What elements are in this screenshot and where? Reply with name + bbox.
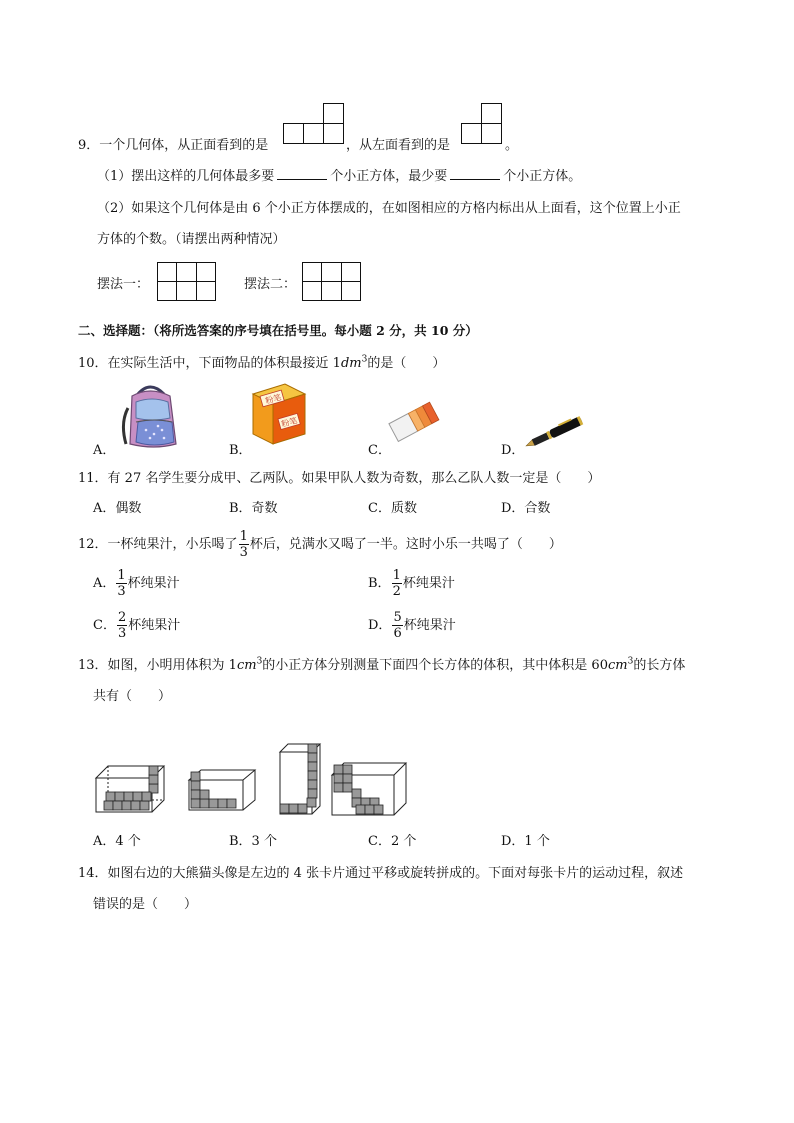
q11-line (78, 467, 600, 486)
q12-text-b: 杯后，兑满水又喝了一半。这时小乐一共喝了（ ） (249, 537, 562, 552)
q9-method2-grid[interactable] (302, 262, 362, 302)
q9-method2-label: 摆法二： (244, 277, 297, 292)
chalk-label-top: 粉笔 (264, 392, 283, 406)
eraser-image[interactable] (386, 400, 442, 448)
q10-unit: dm (340, 356, 362, 371)
q9-sub1 (97, 165, 581, 184)
q13-cuboid-figure-3 (278, 742, 322, 816)
answer-blank-min[interactable] (450, 167, 500, 180)
q10-number: 10． (78, 356, 108, 371)
q12-text-a: 一杯纯果汁，小乐喝了 (107, 537, 238, 552)
q11-number: 11． (78, 471, 108, 486)
q9-method1-grid[interactable] (157, 262, 217, 302)
q12-option-c[interactable]: C． $\frac{2}{3}$ 杯纯果汁 (93, 610, 181, 641)
q13-option-c[interactable]: C．2 个 (368, 834, 417, 849)
q14-number: 14． (78, 866, 108, 881)
q9-text-b: ，从左面看到的是 (346, 138, 451, 153)
chalk-label-front: 粉笔 (280, 415, 299, 429)
backpack-image[interactable] (114, 378, 186, 450)
q10-option-c[interactable]: C． (368, 443, 391, 458)
q9-number: 9． (78, 138, 100, 153)
q10-option-a[interactable]: A． (93, 443, 116, 458)
q13-line1: 13．如图，小明用体积为 $1cm^3$的小正方体分别测量下面四个长方体的体积，其中体积是 $60cm^3$的长方体 (78, 656, 686, 673)
section2-title: 二、选择题：（将所选答案的序号填在括号里。每小题 2 分，共 10 分） (78, 323, 478, 338)
q13-cuboid-figure-1 (94, 762, 166, 814)
q9-line (78, 134, 268, 153)
q13-cuboid-figure-2 (187, 766, 257, 812)
pen-image[interactable] (521, 414, 591, 450)
q12-number: 12． (78, 537, 108, 552)
q13-line2: 共有（ ） (93, 689, 172, 704)
q14-line2: 错误的是（ ） (93, 897, 198, 912)
q10-text-a: 在实际生活中，下面物品的体积最接近 1 (107, 356, 341, 371)
q10-option-b[interactable]: B． (229, 443, 252, 458)
q9-sub1-b: 个小正方体，最少要 (330, 169, 448, 184)
q9-text-a: 一个几何体，从正面看到的是 (99, 138, 269, 153)
q10-exp: 3 (361, 354, 368, 365)
q9-front-view-figure (283, 103, 345, 145)
q9-sub2-line1: （2）如果这个几何体是由 6 个小正方体摆成的，在如图相应的方格内标出从上面看，这个位置上小正 (97, 201, 681, 216)
q13-option-a[interactable]: A．4 个 (93, 834, 141, 849)
q10-line (78, 352, 445, 371)
q14-line1: 14．如图右边的大熊猫头像是左边的 4 张卡片通过平移或旋转拼成的。下面对每张卡片的运动过程，叙述 (78, 866, 684, 881)
q12-option-a[interactable]: A． $\frac{1}{3}$ 杯纯果汁 (93, 568, 180, 599)
q11-text: 有 27 名学生要分成甲、乙两队。如果甲队人数为奇数，那么乙队人数一定是（ ） (107, 471, 601, 486)
chalk-box-image[interactable] (249, 380, 309, 448)
q13-option-d[interactable]: D．1 个 (501, 834, 550, 849)
q9-sub2-line2: 方体的个数。（请摆出两种情况） (97, 232, 286, 247)
q11-option-a[interactable]: A．偶数 (93, 501, 142, 516)
answer-blank-max[interactable] (277, 167, 327, 180)
q9-left-view-figure (461, 103, 503, 145)
q9-text-c: 。 (505, 138, 519, 153)
q9-sub1-a: （1）摆出这样的几何体最多要 (97, 169, 275, 184)
q11-option-d[interactable]: D．合数 (501, 501, 551, 516)
q13-number: 13． (78, 658, 108, 673)
q11-option-c[interactable]: C．质数 (368, 501, 417, 516)
q12-option-b[interactable]: B． $\frac{1}{2}$ 杯纯果汁 (368, 568, 455, 599)
q11-option-b[interactable]: B．奇数 (229, 501, 278, 516)
q9-sub1-c: 个小正方体。 (503, 169, 582, 184)
q12-line (78, 530, 562, 559)
q12-option-d[interactable]: D． $\frac{5}{6}$ 杯纯果汁 (368, 610, 456, 641)
q12-fraction: $\frac{1}{3}$ (239, 529, 248, 560)
q10-text-b: 的是（ ） (367, 356, 446, 371)
q13-option-b[interactable]: B．3 个 (229, 834, 277, 849)
q9-method1-label: 摆法一： (97, 277, 150, 292)
q13-cuboid-figure-4 (330, 761, 408, 817)
q10-option-d[interactable]: D． (501, 443, 525, 458)
